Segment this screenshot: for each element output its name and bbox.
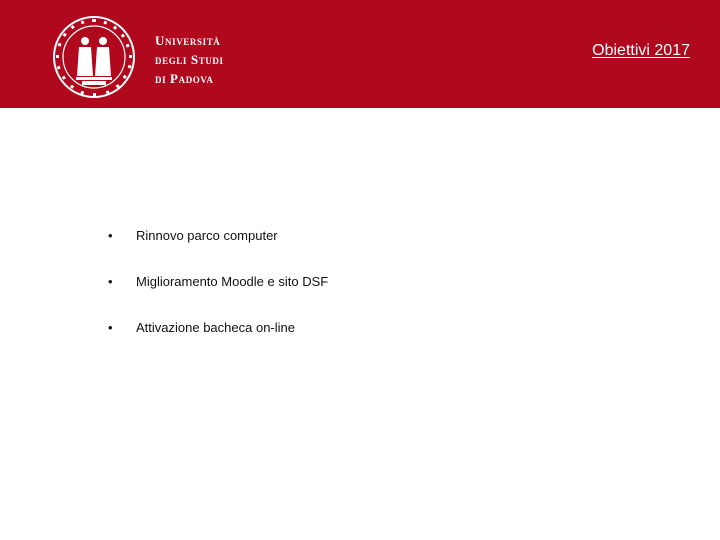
list-item [108, 228, 328, 274]
logo-line-1: Università [155, 33, 221, 48]
bullet-text: Miglioramento Moodle e sito DSF [136, 274, 329, 289]
bullet-marker: • [108, 228, 113, 243]
slide-title: Obiettivi 2017 [592, 42, 690, 59]
logo-line-3: di Padova [155, 71, 214, 86]
list-item [108, 274, 328, 320]
logo-line-2: degli Studi [155, 52, 224, 67]
bullet-list [108, 228, 328, 366]
bullet-marker: • [108, 320, 113, 335]
bullet-text: Rinnovo parco computer [136, 228, 278, 243]
bullet-marker: • [108, 274, 113, 289]
bullet-text: Attivazione bacheca on-line [136, 320, 295, 335]
university-seal-icon [52, 14, 136, 100]
header-band [0, 0, 720, 108]
university-logo-wordmark [155, 31, 224, 88]
list-item [108, 320, 328, 366]
